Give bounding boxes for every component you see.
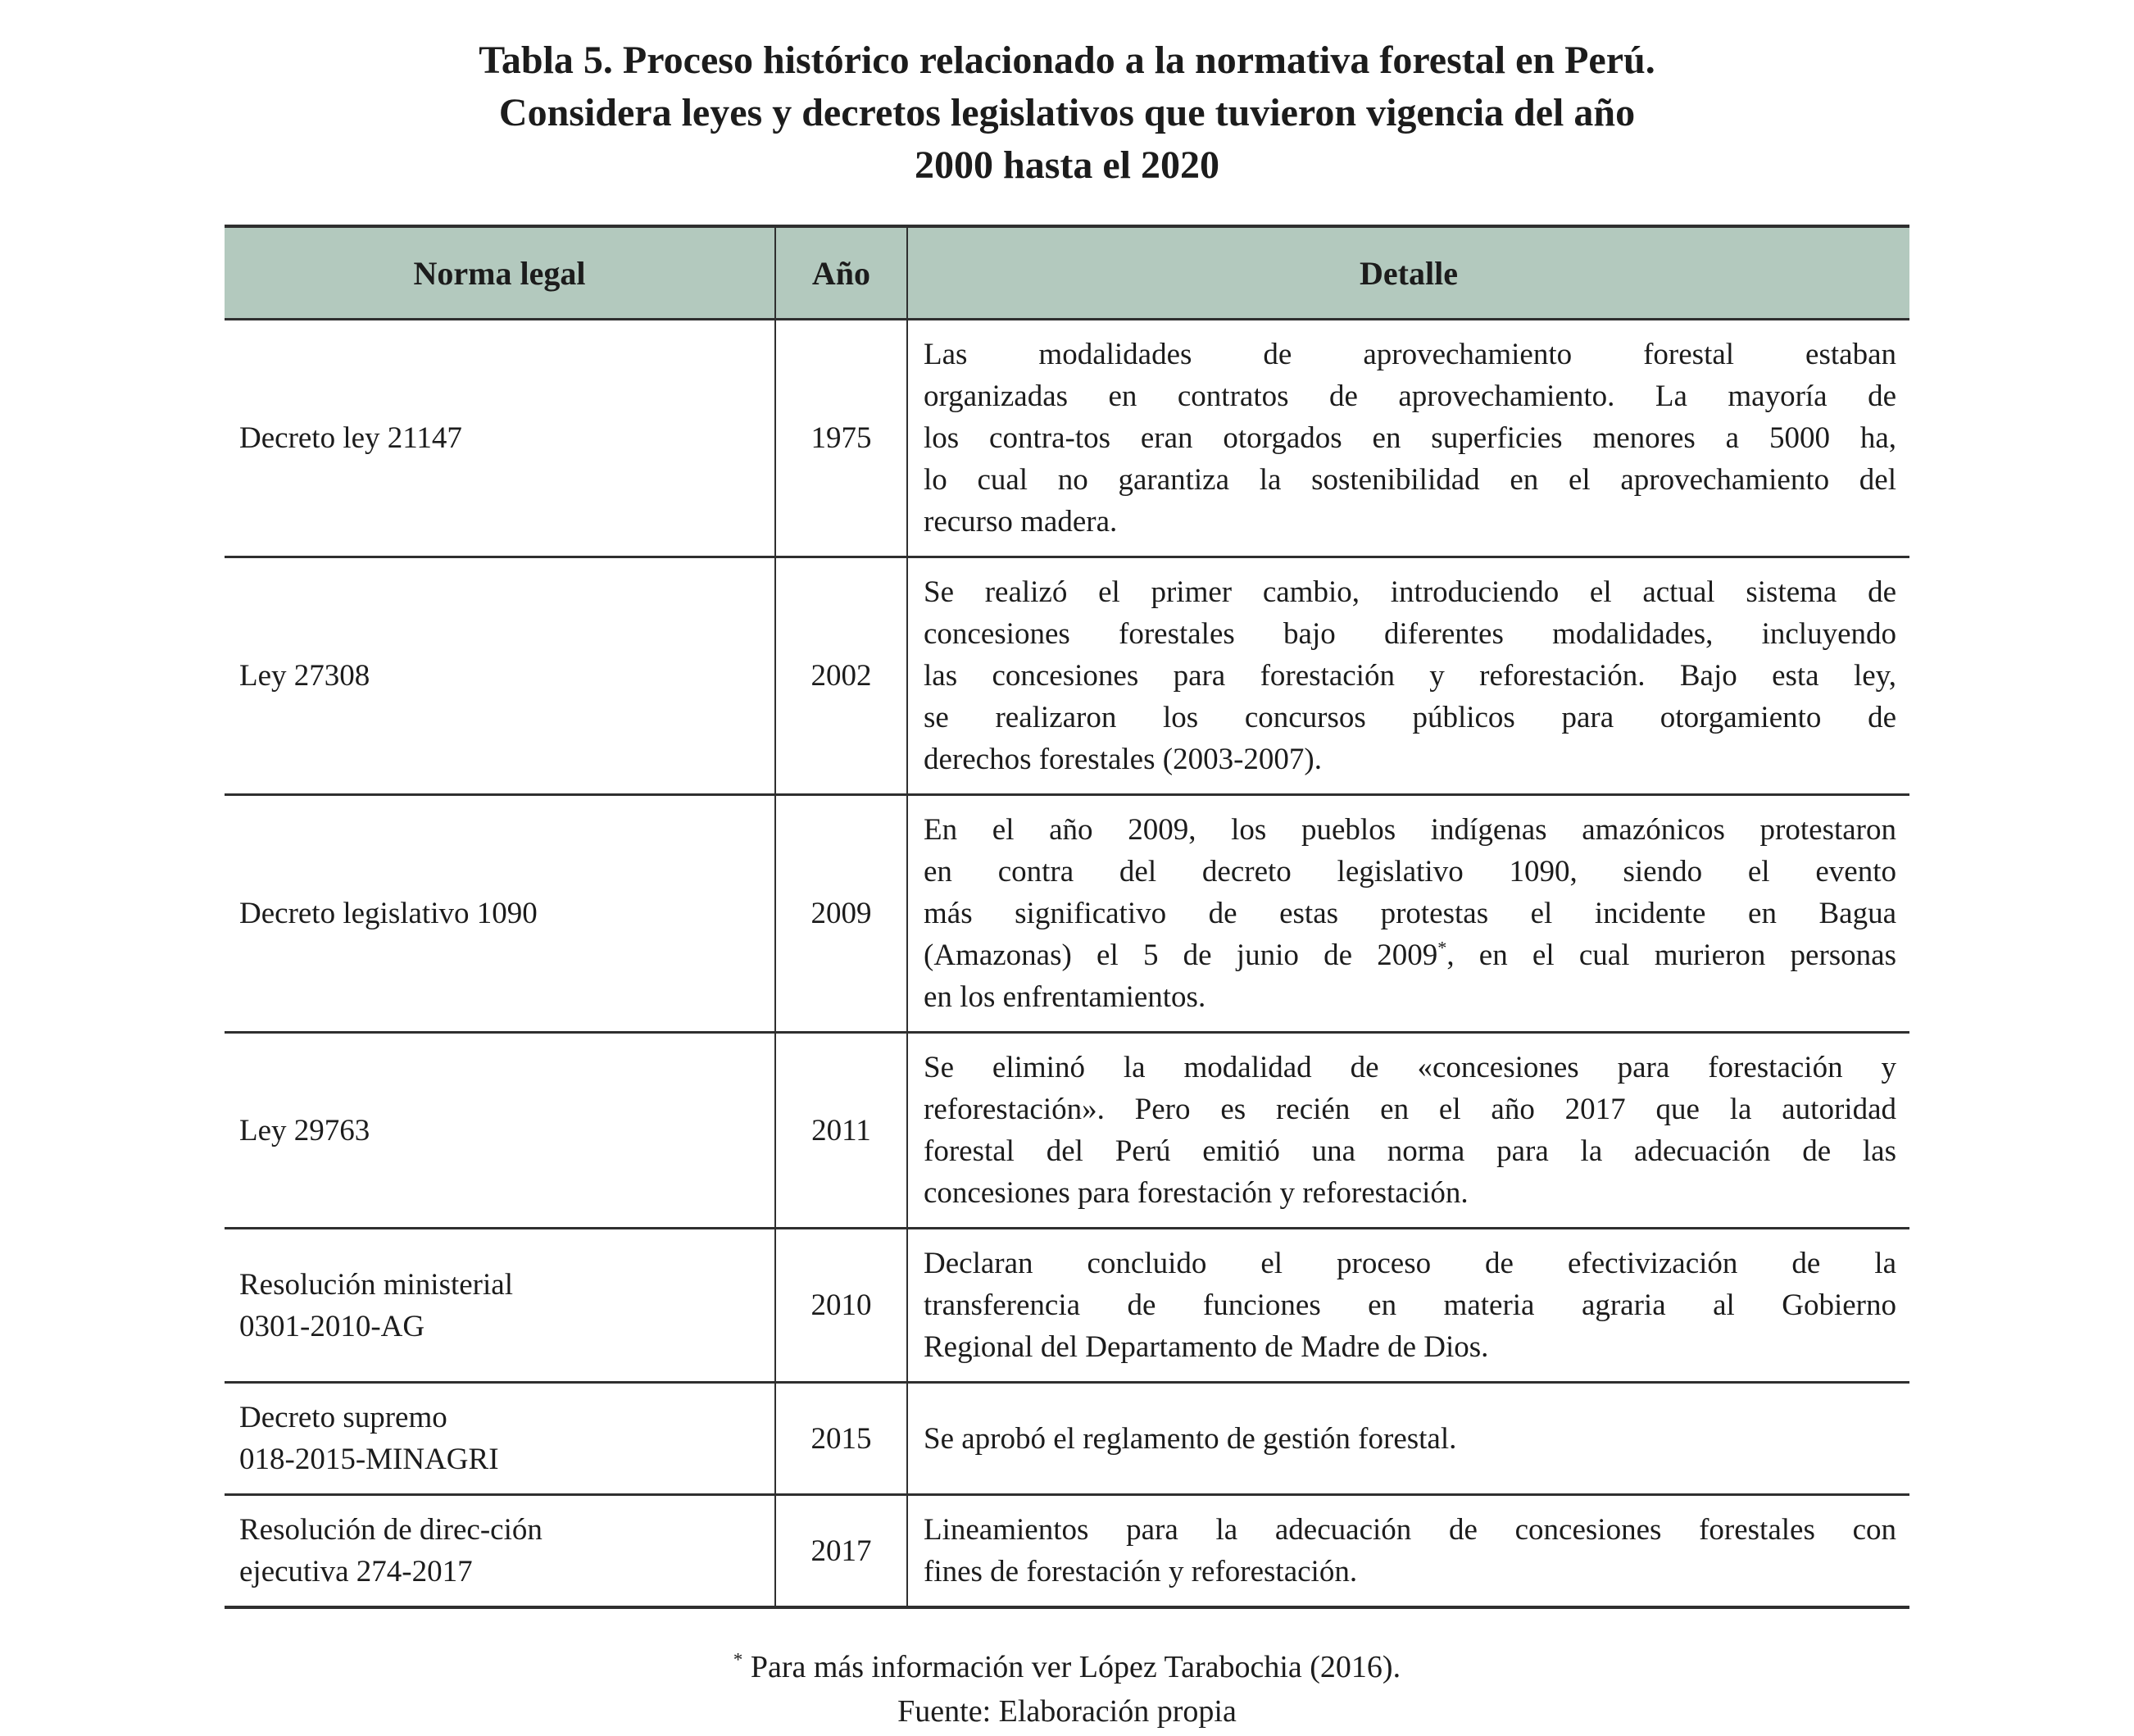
table-row <box>225 795 1909 1033</box>
table-row <box>225 1383 1909 1495</box>
norma-legal-line: Ley 29763 <box>239 1113 370 1147</box>
ano-cell: 2010 <box>775 1229 907 1383</box>
detalle-line <box>924 571 1896 613</box>
detalle-cell <box>907 1383 1909 1495</box>
detalle-text: Lineamientos para la adecuación de concesiones forestales con <box>924 1513 1896 1547</box>
norma-legal-line: Resolución ministerial <box>239 1267 513 1302</box>
detalle-text: concesiones para forestación y reforestación. <box>924 1176 1469 1210</box>
norma-legal-cell <box>225 1383 775 1495</box>
detalle-line <box>924 613 1896 655</box>
detalle-text: los contra-tos eran otorgados en superficies menores a 5000 ha, <box>924 421 1896 455</box>
detalle-line <box>924 893 1896 934</box>
detalle-line <box>924 1284 1896 1326</box>
detalle-cell <box>907 1033 1909 1229</box>
detalle-text: Se realizó el primer cambio, introduciendo el actual sistema de <box>924 575 1896 609</box>
detalle-text: organizadas en contratos de aprovechamiento. La mayoría de <box>924 379 1896 413</box>
detalle-line <box>924 1326 1896 1368</box>
column-header-norma-legal: Norma legal <box>225 226 775 320</box>
detalle-cell <box>907 320 1909 557</box>
detalle-text: derechos forestales (2003-2007). <box>924 743 1322 776</box>
detalle-line <box>924 655 1896 697</box>
detalle-line <box>924 1509 1896 1551</box>
norma-legal-line: Decreto supremo <box>239 1401 447 1434</box>
normativa-forestal-table <box>225 225 1909 1609</box>
detalle-line <box>924 1551 1896 1593</box>
norma-legal-cell <box>225 557 775 795</box>
detalle-text: reforestación». Pero es recién en el año 2017 que la autoridad <box>924 1093 1896 1126</box>
detalle-line <box>924 809 1896 851</box>
detalle-text: Regional del Departamento de Madre de Dios. <box>924 1330 1489 1364</box>
ano-cell: 2017 <box>775 1495 907 1608</box>
detalle-text: en contra del decreto legislativo 1090, siendo el evento <box>924 855 1896 888</box>
detalle-line <box>924 851 1896 893</box>
norma-legal-line: ejecutiva 274-2017 <box>239 1555 473 1588</box>
norma-legal-cell <box>225 795 775 1033</box>
table-row <box>225 1033 1909 1229</box>
detalle-text: Se aprobó el reglamento de gestión forestal. <box>924 1421 1457 1456</box>
detalle-line <box>924 417 1896 459</box>
superscript-asterisk: * <box>1437 937 1447 958</box>
ano-cell: 2009 <box>775 795 907 1033</box>
detalle-line <box>924 976 1896 1018</box>
detalle-text: Declaran concluido el proceso de efectivización de la <box>924 1247 1896 1280</box>
detalle-line <box>924 334 1896 375</box>
detalle-text: forestal del Perú emitió una norma para la adecuación de las <box>924 1134 1896 1168</box>
norma-legal-cell <box>225 320 775 557</box>
table-title-line-2: Considera leyes y decretos legislativos que tuvieron vigencia del año <box>498 91 1636 134</box>
detalle-line <box>924 459 1896 501</box>
ano-cell: 2002 <box>775 557 907 795</box>
detalle-line <box>924 738 1896 780</box>
detalle-text: en los enfrentamientos. <box>924 980 1206 1014</box>
footnote <box>0 1645 2134 1689</box>
detalle-line <box>924 1243 1896 1284</box>
norma-legal-line: 0301-2010-AG <box>239 1309 425 1343</box>
detalle-line <box>924 1172 1896 1214</box>
detalle-line <box>924 1047 1896 1088</box>
norma-legal-cell <box>225 1495 775 1608</box>
detalle-line <box>924 934 1896 976</box>
detalle-text: lo cual no garantiza la sostenibilidad en el aprovechamiento del <box>924 463 1896 497</box>
detalle-line <box>924 1130 1896 1172</box>
table-row <box>225 1229 1909 1383</box>
detalle-text: concesiones forestales bajo diferentes modalidades, incluyendo <box>924 617 1896 651</box>
ano-cell: 2015 <box>775 1383 907 1495</box>
detalle-cell <box>907 1229 1909 1383</box>
detalle-text: recurso madera. <box>924 505 1118 539</box>
detalle-text: En el año 2009, los pueblos indígenas amazónicos protestaron <box>924 813 1896 847</box>
column-header-detalle: Detalle <box>907 226 1909 320</box>
norma-legal-line: Decreto ley 21147 <box>239 421 462 455</box>
detalle-text: se realizaron los concursos públicos para otorgamiento de <box>924 701 1896 734</box>
norma-legal-line: Resolución de direc-ción <box>239 1513 543 1547</box>
norma-legal-line: Ley 27308 <box>239 659 370 693</box>
detalle-text: Se eliminó la modalidad de «concesiones para forestación y <box>924 1051 1896 1084</box>
detalle-line <box>924 501 1896 543</box>
table-title-line-1: Tabla 5. Proceso histórico relacionado a la normativa forestal en Perú. <box>479 39 1655 82</box>
ano-cell: 1975 <box>775 320 907 557</box>
detalle-text: Las modalidades de aprovechamiento forestal estaban <box>924 338 1896 371</box>
detalle-cell <box>907 557 1909 795</box>
detalle-text: fines de forestación y reforestación. <box>924 1555 1358 1588</box>
detalle-cell <box>907 1495 1909 1608</box>
detalle-line <box>924 697 1896 738</box>
table-title <box>0 34 2134 192</box>
detalle-cell <box>907 795 1909 1033</box>
table-title-line-3: 2000 hasta el 2020 <box>915 143 1219 187</box>
footnote-text: Para más información ver López Tarabochia (2016). <box>742 1650 1401 1684</box>
detalle-text: , en el cual murieron personas <box>1446 938 1897 972</box>
table-row <box>225 320 1909 557</box>
ano-cell: 2011 <box>775 1033 907 1229</box>
detalle-line <box>924 1088 1896 1130</box>
table-row <box>225 557 1909 795</box>
column-header-ano: Año <box>775 226 907 320</box>
norma-legal-line: 018-2015-MINAGRI <box>239 1443 499 1476</box>
norma-legal-line: Decreto legislativo 1090 <box>239 897 538 930</box>
table-body <box>225 320 1909 1608</box>
detalle-text: (Amazonas) el 5 de junio de 2009 <box>924 938 1438 972</box>
norma-legal-cell <box>225 1229 775 1383</box>
table-header-row <box>225 226 1909 320</box>
footnote-asterisk: * <box>733 1649 743 1670</box>
detalle-text: las concesiones para forestación y reforestación. Bajo esta ley, <box>924 659 1896 693</box>
norma-legal-cell <box>225 1033 775 1229</box>
source-line: Fuente: Elaboración propia <box>897 1694 1237 1729</box>
table-row <box>225 1495 1909 1608</box>
detalle-text: transferencia de funciones en materia agraria al Gobierno <box>924 1288 1896 1322</box>
detalle-text: más significativo de estas protestas el incidente en Bagua <box>924 897 1896 930</box>
detalle-line <box>924 375 1896 417</box>
detalle-line <box>924 1418 1896 1460</box>
